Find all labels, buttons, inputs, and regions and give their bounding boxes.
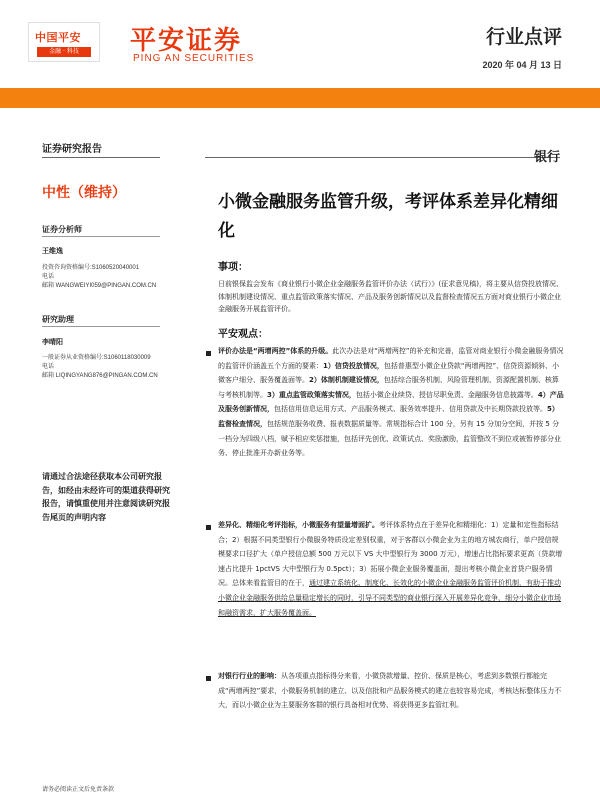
assistant-heading: 研究助理 xyxy=(42,315,74,324)
summary-text: 日前银保监会发布《商业银行小微企业金融服务监管评价办法（试行）》(征求意见稿)，将主要从信贷投放情况、体制机制建设情况、重点监管政策落实情况、产品及服务创新情况以及监督检查情况五方面对商业银行小微企业金融服务开展监管评价。 xyxy=(218,280,563,313)
viewpoint-lead: 评价办法是“两增两控”体系的升级。 xyxy=(218,347,333,355)
analyst-license: 投资咨询资格编号:S1060520040001 xyxy=(42,265,140,271)
assistant-phone: 电话 xyxy=(42,364,55,370)
viewpoint-text: 包括普惠型小微企业贷款“两增两控”、信贷资源倾斜、小微客户细分、服务覆盖面等。 xyxy=(218,361,560,385)
brand-name-en: PING AN SECURITIES xyxy=(133,53,255,64)
header-band xyxy=(0,88,600,108)
viewpoint-text: 包括小微企业续贷、授信尽职免责、金融服务信息披露等。 xyxy=(355,390,538,399)
bullet-icon xyxy=(205,674,213,682)
rating-badge: 中性（维持） xyxy=(42,185,126,201)
viewpoint-text: 包括综合服务机制、风险管理机制、资源配置机制、核算与考核机制等。 xyxy=(218,376,559,399)
analyst-contact xyxy=(42,264,202,291)
viewpoint-text: 从各项重点指标得分来看，小微贷款增量、控价、保质是核心，考虑到多数银行都能完成“两增两控”要求，小微服务机制的建立、以及信批和产品服务模式的建立也较容易完成，考核达标整体压力不大，而以小微企业为主要服务客群的银行具备相对优势、将获得更多监管红利。 xyxy=(218,672,562,710)
brand-name-cn: 平安证券 xyxy=(130,26,243,56)
summary-heading: 事项： xyxy=(218,262,248,273)
analyst-name: 王维逸 xyxy=(42,247,63,255)
viewpoint-text: 包括信用信息运用方式、产品服务模式、服务效率提升、信用贷款及中长期贷款投放等。 xyxy=(274,405,547,414)
viewpoint-point: 5）监督检查情况， xyxy=(218,405,559,428)
viewpoint-paragraph xyxy=(218,518,564,620)
viewpoint-underlined-text: 通过建立系统化、制度化、长效化的小微企业金融服务监管评价机制，有助于推动小微企业金融服务供给总量稳定增长的同时，引导不同类型的商业银行深入开展差异化竞争，细分小微企业市场和融资需求，扩大服务覆盖面。 xyxy=(218,579,561,617)
viewpoint-lead: 差异化、精细化考评指标，小微服务有望量增面扩。 xyxy=(218,521,379,529)
divider xyxy=(42,236,160,237)
ping-an-group-logo xyxy=(28,22,100,62)
viewpoint-point: 3）重点监管政策落实情况， xyxy=(267,390,356,399)
bullet-icon xyxy=(205,523,213,531)
assistant-contact xyxy=(42,354,202,381)
viewpoint-paragraph xyxy=(218,344,564,461)
divider xyxy=(42,157,160,158)
report-title: 小微金融服务监管升级，考评体系差异化精细化 xyxy=(218,192,558,241)
divider xyxy=(42,326,160,327)
assistant-email[interactable]: 邮箱 LIQINGYANG876@PINGAN.COM.CN xyxy=(42,373,158,379)
view-heading: 平安观点： xyxy=(218,329,268,340)
viewpoint-paragraph xyxy=(218,669,564,713)
logo-parent-text: 中国平安 xyxy=(35,31,81,44)
analyst-heading: 证券分析师 xyxy=(42,225,82,234)
assistant-license: 一般证券从业资格编号:S1060118030009 xyxy=(42,355,151,361)
bullet-icon xyxy=(205,349,213,357)
industry-label: 银行 xyxy=(533,150,560,165)
viewpoint-text: 考评体系特点在于差异化和精细化：1）定量和定性指标结合；2）根据不同类型银行小微服务特质设定差别权重，对于客群以小微企业为主的地方城农商行，单户授信规模要求口径扩大（单户授信总额 500 万元以下 VS 大中型银行为 3000 万元），增速占比指标要求更高（贷款增速占比提升 1pctVS 大中型银行为 0.5pct）；3）拓展小微企业服务覆盖面，提出考核小微企业首贷户服务情况。总体来看监管目的在于， xyxy=(218,521,563,588)
viewpoint-point: 4）产品及服务创新情况， xyxy=(218,390,564,414)
analyst-email[interactable]: 邮箱 WANGWEIYI059@PINGAN.COM.CN xyxy=(42,283,157,289)
analyst-phone: 电话 xyxy=(42,274,55,280)
footer-note: 请务必阅读正文后免责条款 xyxy=(42,786,115,793)
disclaimer-note: 请通过合法途径获取本公司研究报告，如经由未经许可的渠道获得研究报告，请慎重使用并注意阅读研究报告尾页的声明内容 xyxy=(42,472,170,522)
report-type: 行业点评 xyxy=(485,26,562,48)
viewpoint-text: 包括规范服务收费、报表数据质量等。常规指标合计 100 分，另有 15 分加分空间，并按 5 分一档分为四级八档，赋予相应奖惩措施，包括评先创优、政策试点、奖励激励，监管整改不到位或被暂停部分业务、停止批准开办新业务等。 xyxy=(218,419,561,458)
viewpoint-point: 1）信贷投放情况， xyxy=(323,361,384,370)
report-date: 2020 年 04 月 13 日 xyxy=(482,60,562,70)
divider xyxy=(205,157,560,158)
viewpoint-lead: 对银行行业的影响： xyxy=(218,672,281,680)
viewpoint-text: 此次办法是对“两增两控”的补充和完善，监管对商业银行小微金融服务情况的监管评价涵盖五个方面的要素： xyxy=(218,347,564,370)
viewpoint-point: 2）体制机制建设情况， xyxy=(309,376,384,385)
report-kind: 证券研究报告 xyxy=(42,144,102,155)
assistant-name: 李晴阳 xyxy=(42,338,63,346)
logo-sub-text: 金融 · 科技 xyxy=(37,47,91,57)
